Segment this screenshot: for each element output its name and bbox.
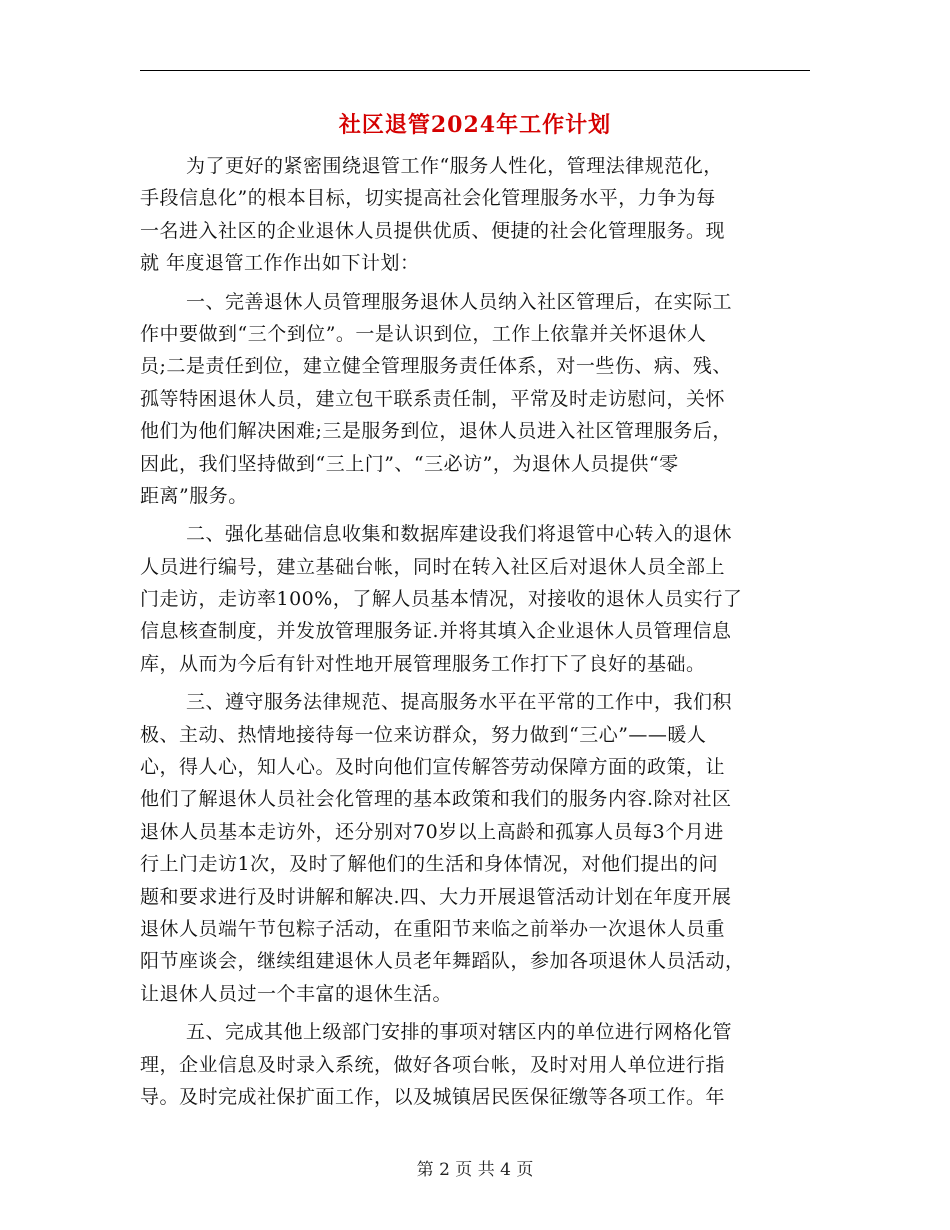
text-line: 孤等特困退休人员，建立包干联系责任制，平常及时走访慰问，关怀 (140, 387, 726, 410)
page-number-footer: 第 2 页 共 4 页 (416, 1160, 534, 1180)
text-line: 他们了解退休人员社会化管理的基本政策和我们的服务内容.除对社区 (140, 788, 732, 811)
text-line: 退休人员基本走访外，还分别对70岁以上高龄和孤寡人员每3个月进 (140, 820, 724, 843)
text-line: 行上门走访1次，及时了解他们的生活和身体情况，对他们提出的问 (140, 853, 719, 876)
paragraph (140, 1016, 808, 1113)
text-line: 二、强化基础信息收集和数据库建设我们将退管中心转入的退休 (186, 523, 733, 546)
text-line: 退休人员端午节包粽子活动，在重阳节来临之前举办一次退休人员重 (140, 917, 726, 940)
document-body (140, 150, 808, 1119)
text-line: 就 年度退管工作作出如下计划： (140, 252, 420, 275)
text-line: 五、完成其他上级部门安排的事项对辖区内的单位进行网格化管 (186, 1021, 733, 1044)
text-line: 作中要做到“三个到位”。一是认识到位，工作上依靠并关怀退休人 (140, 322, 707, 345)
text-line: 库，从而为今后有针对性地开展管理服务工作打下了良好的基础。 (140, 652, 706, 675)
text-line: 导。及时完成社保扩面工作，以及城镇居民医保征缴等各项工作。年 (140, 1085, 726, 1108)
text-line: 为了更好的紧密围绕退管工作“服务人性化，管理法律规范化， (186, 155, 723, 177)
text-line: 门走访，走访率100%，了解人员基本情况，对接收的退休人员实行了 (140, 588, 743, 611)
text-line: 员;二是责任到位，建立健全管理服务责任体系，对一些伤、病、残、 (140, 355, 732, 378)
text-line: 极、主动、热情地接待每一位来访群众，努力做到“三心”——暖人 (140, 723, 707, 746)
document-title: 社区退管2024年工作计划 (338, 112, 612, 138)
header-rule (140, 70, 810, 71)
text-line: 题和要求进行及时讲解和解决.四、大力开展退管活动计划在年度开展 (140, 885, 732, 908)
paragraph (140, 686, 808, 1010)
text-line: 心，得人心，知人心。及时向他们宣传解答劳动保障方面的政策，让 (140, 756, 726, 779)
text-line: 手段信息化”的根本目标，切实提高社会化管理服务水平，力争为每 (140, 187, 716, 210)
text-line: 理，企业信息及时录入系统，做好各项台帐，及时对用人单位进行指 (140, 1053, 726, 1076)
text-line: 他们为他们解决困难;三是服务到位，退休人员进入社区管理服务后， (140, 420, 732, 443)
text-line: 让退休人员过一个丰富的退休生活。 (140, 982, 453, 1005)
text-line: 一、完善退休人员管理服务退休人员纳入社区管理后，在实际工 (186, 290, 733, 313)
text-line: 一名进入社区的企业退休人员提供优质、便捷的社会化管理服务。现 (140, 219, 726, 242)
paragraph (140, 286, 808, 513)
text-line: 阳节座谈会，继续组建退休人员老年舞蹈队，参加各项退休人员活动， (140, 950, 745, 973)
text-line: 信息核查制度，并发放管理服务证.并将其填入企业退休人员管理信息 (140, 620, 732, 643)
text-line: 距离”服务。 (140, 484, 248, 507)
paragraph (140, 518, 808, 680)
paragraph (140, 150, 808, 280)
text-line: 人员进行编号，建立基础台帐，同时在转入社区后对退休人员全部上 (140, 555, 726, 578)
text-line: 三、遵守服务法律规范、提高服务水平在平常的工作中，我们积 (186, 691, 733, 714)
text-line: 因此，我们坚持做到“三上门”、“三必访”，为退休人员提供“零 (140, 452, 679, 475)
